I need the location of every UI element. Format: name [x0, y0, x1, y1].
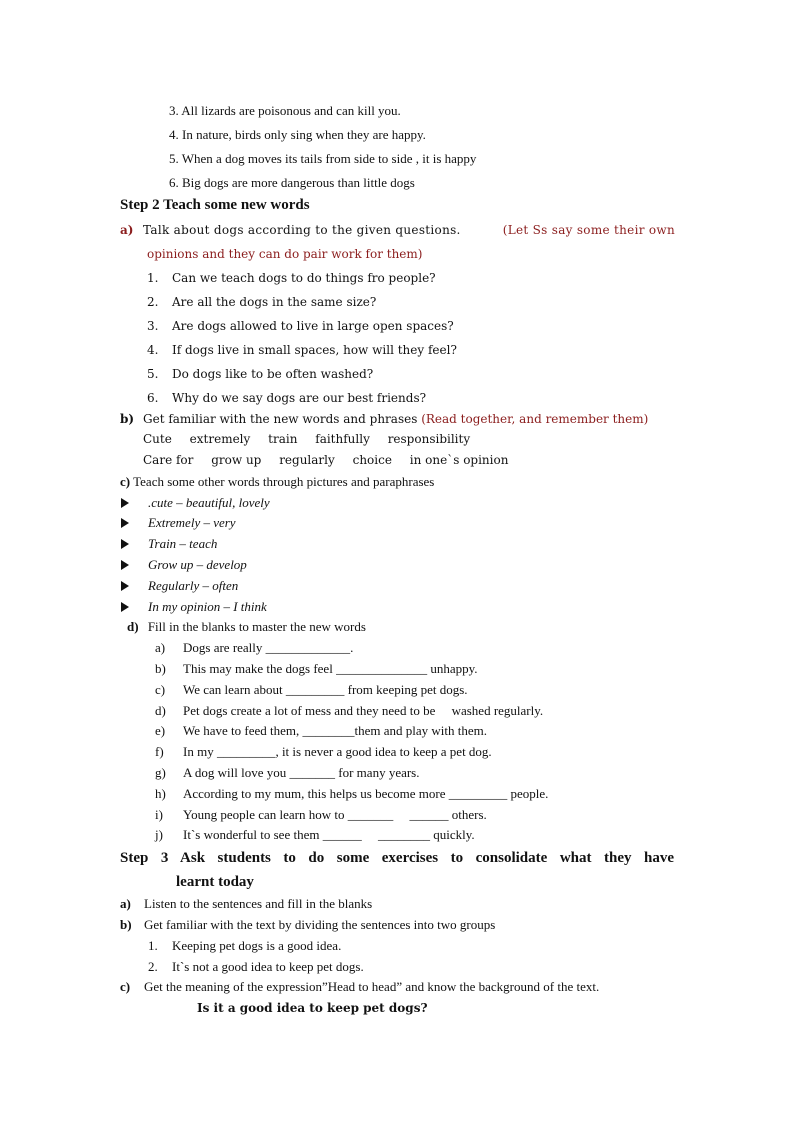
item-text: In nature, birds only sing when they are happy.: [182, 127, 426, 142]
list-item: [169, 175, 415, 191]
question-item: 4. If dogs live in small spaces, how will they feel?: [147, 343, 457, 357]
arrow-bullet-icon: [121, 560, 129, 570]
fill-blank-item: g) A dog will love you _______ for many years.: [155, 765, 420, 780]
step2-b-line: Get familiar with the new words and phrases (Read together, and remember them): [143, 412, 649, 426]
vocab-word: choice: [352, 453, 392, 467]
fill-blank-item: a) Dogs are really _____________.: [155, 640, 354, 655]
list-item: [169, 151, 476, 167]
fill-blank-item: d) Pet dogs create a lot of mess and they need to be washed regularly.: [155, 703, 544, 718]
arrow-bullet-icon: [121, 581, 129, 591]
step2-b-label: b): [120, 412, 135, 426]
question-item: 2. Are all the dogs in the same size?: [147, 295, 377, 309]
step2-a-label: a): [120, 223, 134, 237]
fill-blank-item: j) It`s wonderful to see them ______ ________ quickly.: [155, 827, 475, 842]
paraphrase-item: .cute – beautiful, lovely: [121, 495, 129, 511]
group-item: 1. Keeping pet dogs is a good idea.: [148, 938, 342, 953]
vocab-word: train: [268, 432, 298, 446]
item-number: 3.: [169, 103, 179, 118]
step3-a-line: a) Listen to the sentences and fill in the blanks: [120, 896, 373, 911]
paraphrase-item: In my opinion – I think: [121, 599, 129, 615]
fill-blank-item: b) This may make the dogs feel ______________ unhappy.: [155, 661, 478, 676]
vocab-word: faithfully: [315, 432, 370, 446]
arrow-bullet-icon: [121, 498, 129, 508]
group-item: 2. It`s not a good idea to keep pet dogs.: [148, 959, 364, 974]
item-text: Big dogs are more dangerous than little dogs: [182, 175, 415, 190]
fill-blank-item: e) We have to feed them, ________them and play with them.: [155, 723, 488, 738]
vocab-word: Cute: [143, 432, 172, 446]
arrow-bullet-icon: [121, 602, 129, 612]
step3-c-line: c) Get the meaning of the expression”Head to head” and know the background of the text.: [120, 979, 600, 994]
list-item: [169, 127, 426, 143]
item-number: 5.: [169, 151, 179, 166]
arrow-bullet-icon: [121, 539, 129, 549]
step2-c-line: c) Teach some other words through pictures and paraphrases: [120, 474, 435, 489]
question-item: 1. Can we teach dogs to do things fro people?: [147, 271, 436, 285]
paraphrase-item: Extremely – very: [121, 515, 129, 531]
step3-heading-cont: learnt today: [176, 874, 254, 890]
question-item: 5. Do dogs like to be often washed?: [147, 367, 374, 381]
fill-blank-item: c) We can learn about _________ from keeping pet dogs.: [155, 682, 468, 697]
item-text: When a dog moves its tails from side to side , it is happy: [181, 151, 477, 166]
question-item: 3. Are dogs allowed to live in large open spaces?: [147, 319, 454, 333]
question-item: 6. Why do we say dogs are our best friends?: [147, 391, 427, 405]
vocab-word: grow up: [211, 453, 262, 467]
fill-blank-item: h) According to my mum, this helps us become more _________ people.: [155, 786, 549, 801]
vocab-word: responsibility: [387, 432, 471, 446]
vocab-row-1: [143, 432, 470, 446]
fill-blank-item: f) In my _________, it is never a good idea to keep a pet dog.: [155, 744, 492, 759]
vocab-word: Care for: [143, 453, 194, 467]
item-text: All lizards are poisonous and can kill you.: [181, 103, 401, 118]
paraphrase-item: Regularly – often: [121, 578, 129, 594]
step2-a-note-cont: opinions and they can do pair work for them): [147, 247, 423, 261]
fill-blank-item: i) Young people can learn how to _______ ______ others.: [155, 807, 487, 822]
step3-b-line: b) Get familiar with the text by dividing the sentences into two groups: [120, 917, 496, 932]
step3-heading: Step 3 Ask students to do some exercises to consolidate what they have: [120, 850, 674, 866]
vocab-word: in one`s opinion: [409, 453, 509, 467]
paraphrase-item: Train – teach: [121, 536, 129, 552]
step2-d-line: d) Fill in the blanks to master the new words: [127, 619, 366, 634]
list-item: [169, 103, 401, 119]
paraphrase-item: Grow up – develop: [121, 557, 129, 573]
arrow-bullet-icon: [121, 518, 129, 528]
step2-a-note: (Let Ss say some their own: [502, 223, 675, 237]
step2-heading: Step 2 Teach some new words: [120, 197, 310, 213]
text-title: Is it a good idea to keep pet dogs?: [197, 1001, 428, 1015]
item-number: 4.: [169, 127, 179, 142]
step2-a-text: Talk about dogs according to the given questions.: [143, 223, 461, 237]
step2-a-line1: [143, 223, 675, 237]
vocab-word: regularly: [279, 453, 335, 467]
vocab-word: extremely: [189, 432, 251, 446]
vocab-row-2: [143, 453, 508, 467]
item-number: 6.: [169, 175, 179, 190]
